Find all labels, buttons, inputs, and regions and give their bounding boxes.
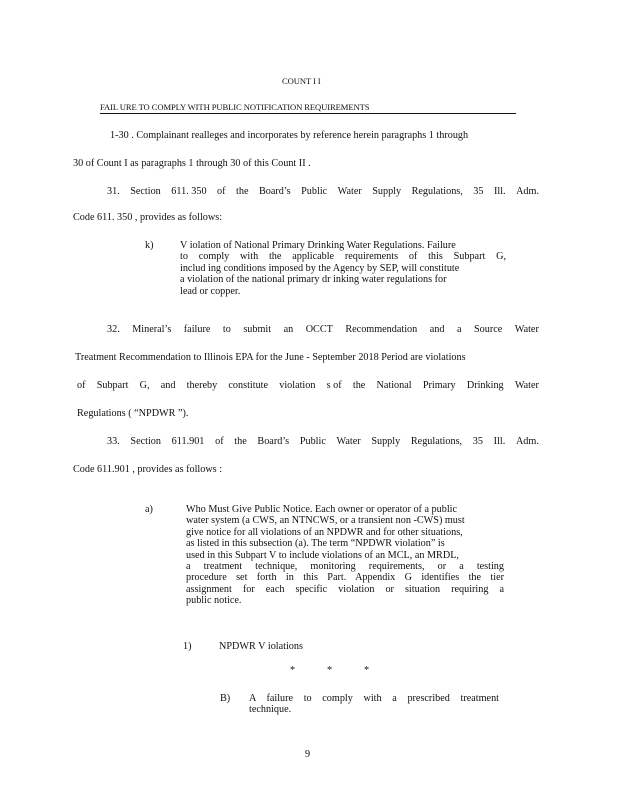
quote-a-line: procedure set forth in this Part. Appendix G identifies the tier — [186, 572, 504, 584]
subtitle-underline — [100, 113, 516, 114]
quote-k-line: a violation of the national primary dr inking water regulations for — [180, 274, 447, 286]
quote-k-line: includ ing conditions imposed by the Agency by SEP, will constitute — [180, 262, 460, 274]
p32-word: of — [77, 380, 86, 391]
p31-word: 31. — [107, 186, 120, 197]
p32-word: G, — [139, 380, 150, 391]
p31-word: Regulations, — [411, 186, 463, 197]
p32-word: Water — [514, 380, 539, 391]
p32-line4: Regulations ( “NPDWR ”). — [77, 408, 189, 419]
p32-line3 — [77, 380, 539, 391]
ellipsis-star: * — [364, 665, 370, 676]
p32-word: an — [283, 324, 294, 335]
quote-k-line: to comply with the applicable requirements of this Subpart G, — [180, 251, 506, 263]
p32-word: s of — [326, 380, 342, 391]
quote-a-line: assignment for each specific violation or situation requiring a — [186, 583, 504, 595]
p32-word: submit — [243, 324, 272, 335]
p31-word: 35 — [473, 186, 484, 197]
p31-word: Supply — [372, 186, 402, 197]
p33-word: Ill. — [493, 436, 506, 447]
p32-word: Mineral’s — [132, 324, 172, 335]
quote-a-line: give notice for all violations of an NPDWR and for other situations, — [186, 526, 463, 538]
p31-word: Public — [301, 186, 328, 197]
p1-line2: 30 of Count I as paragraphs 1 through 30 of this Count II . — [73, 158, 311, 169]
p33-line2: Code 611.901 , provides as follows : — [73, 464, 223, 475]
item-b-line1: A failure to comply with a prescribed treatment — [249, 693, 499, 704]
quote-k-block — [180, 240, 510, 297]
p32-word: violation — [279, 380, 316, 391]
p31-word: of — [217, 186, 226, 197]
p31-word: 611. 350 — [171, 186, 207, 197]
p33-word: Regulations, — [410, 436, 463, 447]
p33-word: 33. — [107, 436, 120, 447]
item-1-text: NPDWR V iolations — [219, 641, 303, 652]
item-b-line2: technique. — [249, 704, 292, 716]
p32-word: National — [376, 380, 412, 391]
quote-a-line: a treatment technique, monitoring requirements, or a testing — [186, 561, 504, 573]
p32-word: constitute — [228, 380, 269, 391]
quote-a-line: public notice. — [186, 595, 242, 607]
p33-word: Supply — [371, 436, 401, 447]
p33-word: 611.901 — [171, 436, 205, 447]
p33-line1 — [107, 436, 539, 447]
ellipsis-star: * — [290, 665, 296, 676]
p33-word: Public — [299, 436, 326, 447]
p32-word: and — [429, 324, 445, 335]
quote-a-label: a) — [145, 504, 153, 515]
p31-word: Board’s — [258, 186, 291, 197]
p32-word: thereby — [186, 380, 218, 391]
p32-word: and — [160, 380, 176, 391]
p31-word: Water — [337, 186, 362, 197]
quote-a-line: as listed in this subsection (a). The term “NPDWR violation” is — [186, 538, 445, 550]
ellipsis-star: * — [327, 665, 333, 676]
p33-word: Water — [336, 436, 361, 447]
p32-word: to — [222, 324, 231, 335]
p31-word: the — [236, 186, 249, 197]
p32-word: Recommendation — [345, 324, 418, 335]
p31-line1 — [107, 186, 539, 197]
quote-k-line: V iolation of National Primary Drinking Water Regulations. Failure — [180, 240, 456, 251]
p1-line1: 1-30 . Complainant realleges and incorporates by reference herein paragraphs 1 through — [110, 130, 469, 141]
p32-word: a — [456, 324, 462, 335]
p33-word: Adm. — [515, 436, 539, 447]
quote-a-block — [186, 504, 508, 607]
p32-line1 — [107, 324, 539, 335]
p32-word: Source — [473, 324, 503, 335]
p33-word: the — [234, 436, 247, 447]
page-number: 9 — [305, 749, 311, 760]
p32-word: Subpart — [96, 380, 129, 391]
item-1-label: 1) — [183, 641, 192, 652]
p32-line2: Treatment Recommendation to Illinois EPA for the June - September 2018 Period are violations — [75, 352, 466, 363]
quote-a-line: water system (a CWS, an NTNCWS, or a transient non -CWS) must — [186, 515, 465, 527]
p31-word: Ill. — [493, 186, 506, 197]
p33-word: Board’s — [257, 436, 290, 447]
section-subtitle: FAIL URE TO COMPLY WITH PUBLIC NOTIFICATION REQUIREMENTS — [100, 102, 370, 112]
p32-word: OCCT — [305, 324, 333, 335]
count-heading: COUNT I I — [282, 76, 321, 86]
quote-k-label: k) — [145, 240, 154, 251]
quote-a-line: Who Must Give Public Notice. Each owner or operator of a public — [186, 504, 458, 515]
p32-word: Primary — [422, 380, 456, 391]
p31-word: Section — [130, 186, 161, 197]
p32-word: Drinking — [466, 380, 504, 391]
p33-word: Section — [130, 436, 161, 447]
p32-word: the — [352, 380, 366, 391]
p32-word: Water — [514, 324, 539, 335]
p33-word: of — [215, 436, 224, 447]
p31-line2: Code 611. 350 , provides as follows: — [73, 212, 223, 223]
quote-k-line: lead or copper. — [180, 285, 241, 297]
p32-word: 32. — [107, 324, 120, 335]
item-b-label: B) — [220, 693, 231, 704]
p33-word: 35 — [472, 436, 483, 447]
quote-a-line: used in this Subpart V to include violations of an MCL, an MRDL, — [186, 549, 459, 561]
p31-word: Adm. — [516, 186, 539, 197]
p32-word: failure — [183, 324, 211, 335]
item-b-block — [249, 693, 499, 716]
